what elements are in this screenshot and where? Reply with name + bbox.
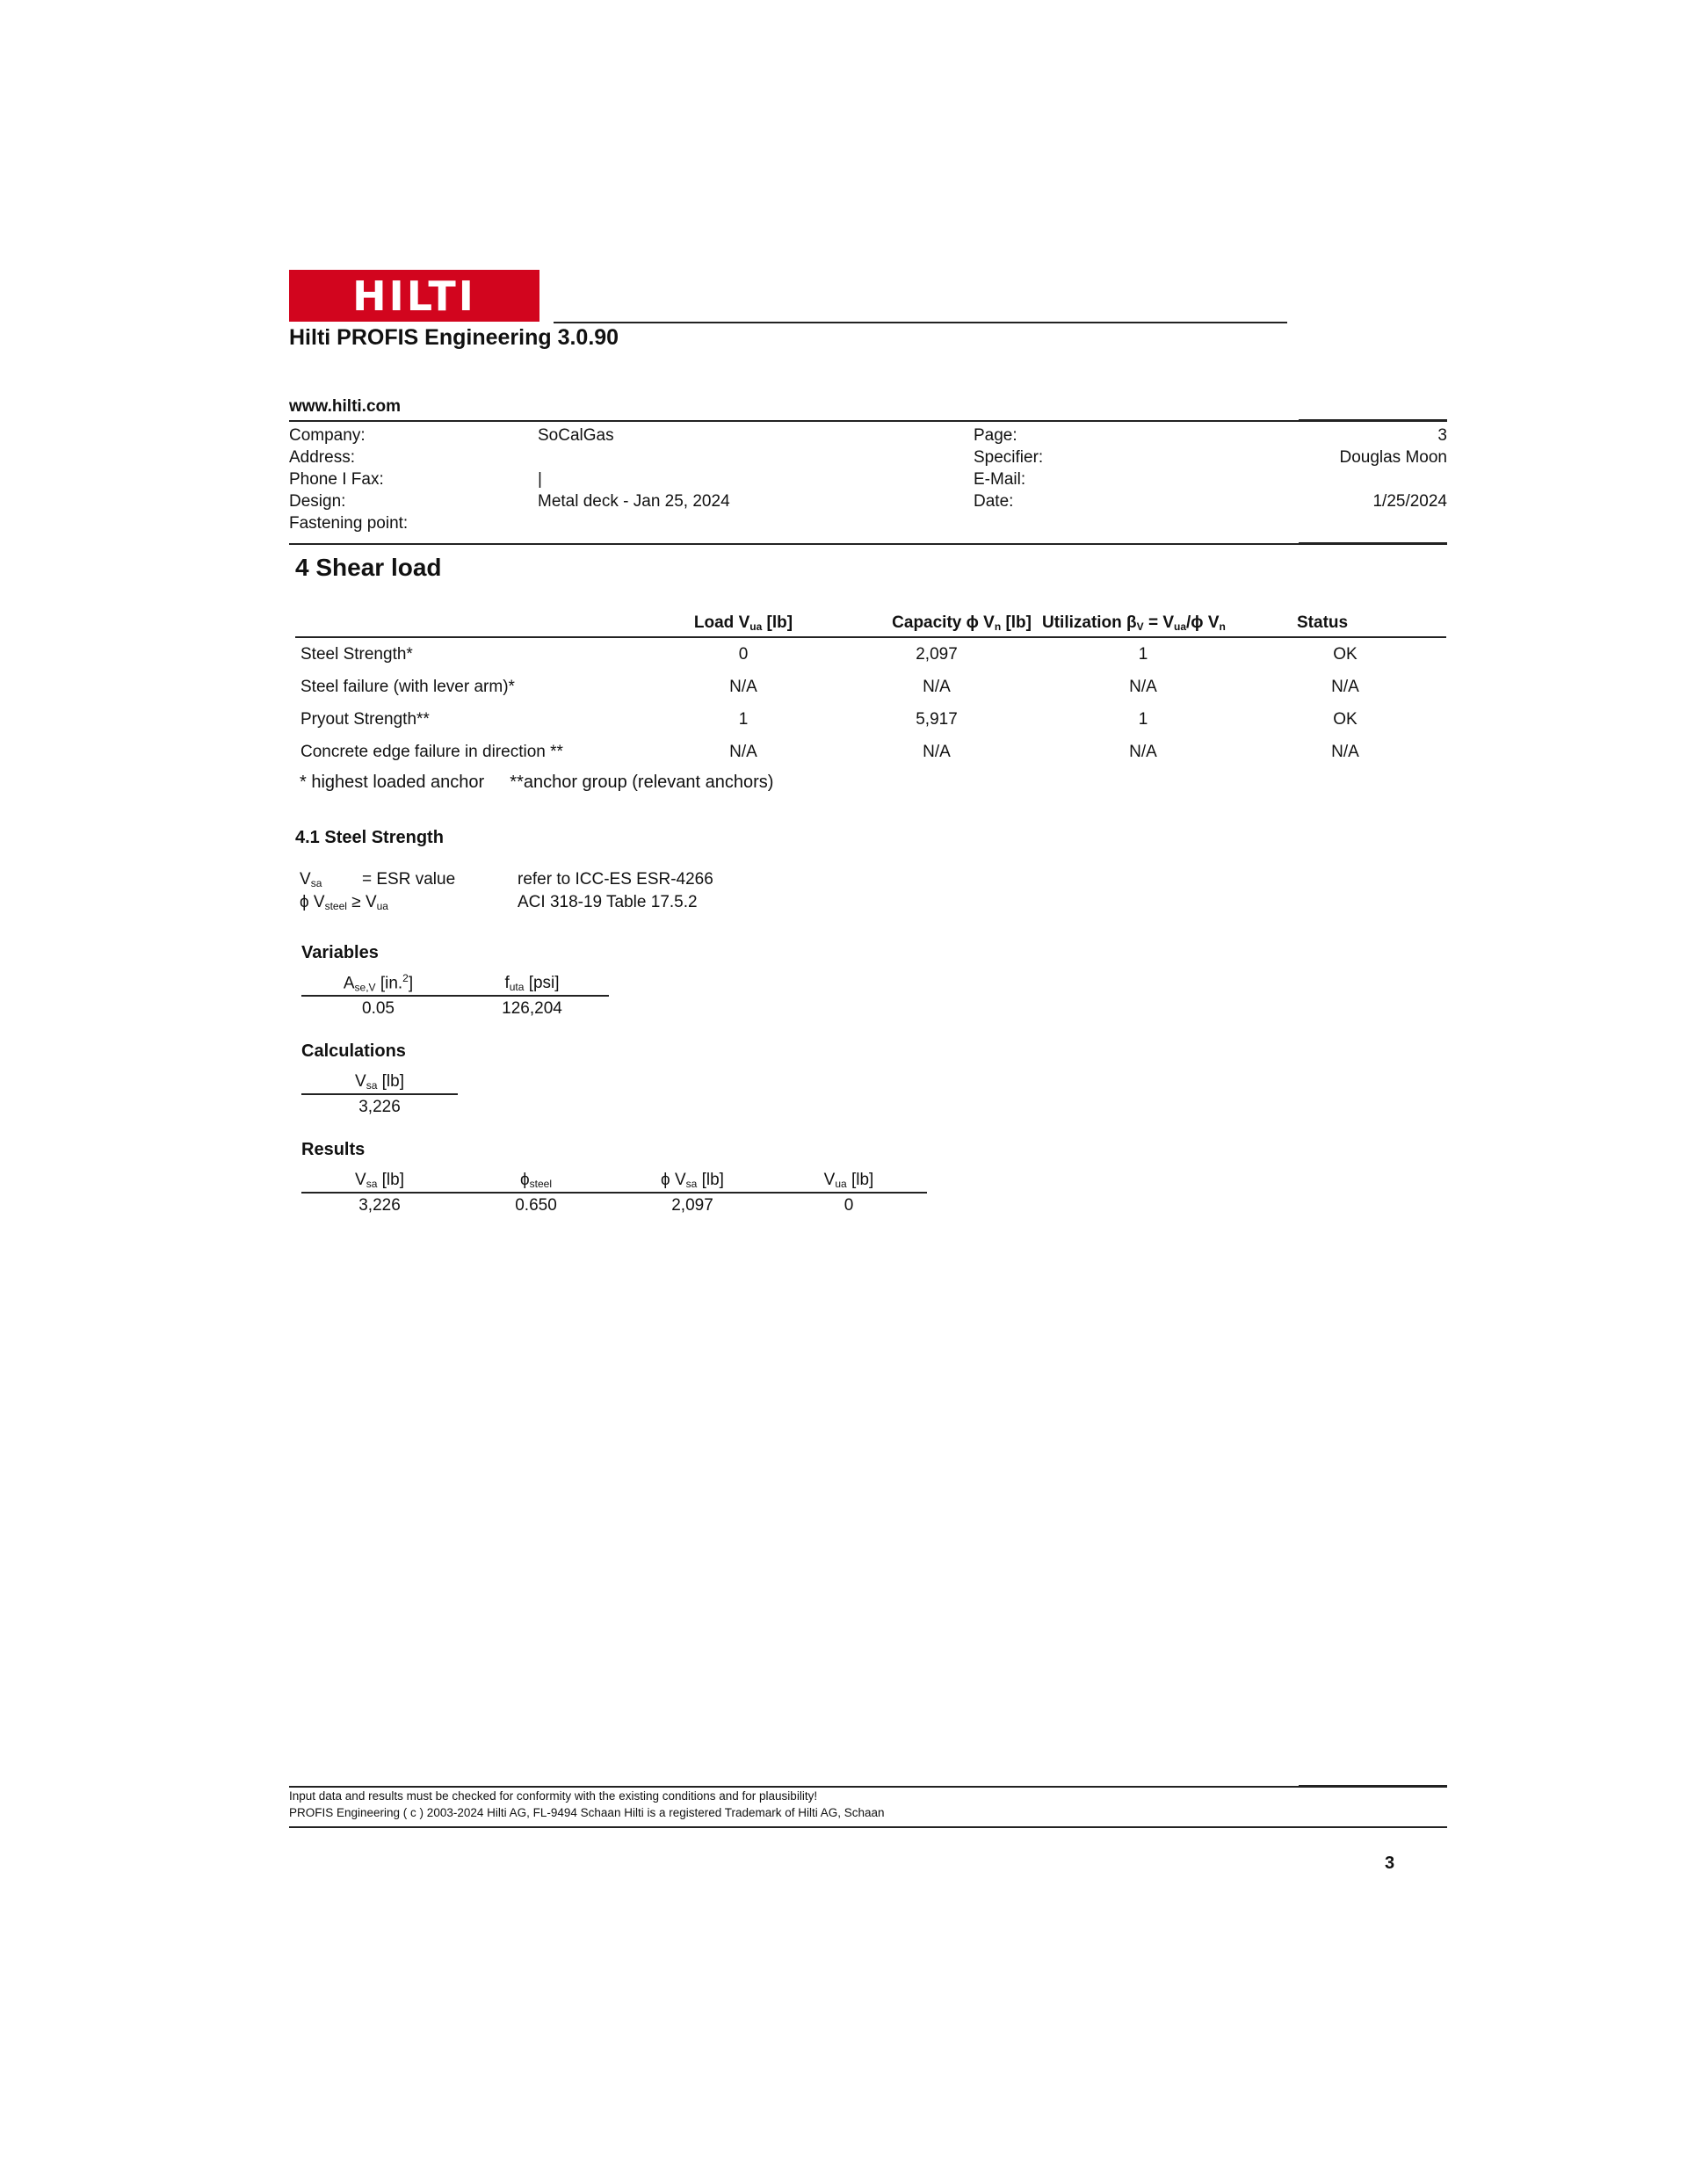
formula-vsa: $V_{sa}$ (300, 870, 322, 889)
col-utilization: Utilization $\beta_V = V_{ua}/\phi$ $V_n$ (1042, 601, 1244, 637)
var-ase-value: 0.05 (362, 999, 395, 1018)
row-name: Steel failure (with lever arm)* (300, 677, 515, 696)
res-vsa-value: 3,226 (358, 1196, 401, 1215)
footer-bottom-rule (289, 1826, 1447, 1828)
row-status: OK (1333, 644, 1358, 664)
res-header-vsa: $V_{sa}$ [lb] (301, 1167, 458, 1193)
col-load: Load $V_{ua}$ [lb] (655, 601, 831, 637)
table-row (295, 671, 1446, 703)
table-row (301, 996, 609, 1021)
info-top-rule-thick (1299, 419, 1447, 422)
calc-vsa-value: 3,226 (358, 1098, 401, 1116)
res-header-phi-steel: $\phi_{steel}$ (458, 1167, 614, 1193)
label-company: Company: (289, 426, 366, 445)
formula-vsa-eq: = ESR value (362, 870, 456, 889)
subsection-title: 4.1 Steel Strength (295, 828, 444, 847)
table-row (295, 703, 1446, 736)
info-top-rule (289, 420, 1447, 422)
row-load: N/A (729, 677, 757, 696)
formula-check: ϕ $V_{steel} \ge V_{ua}$ (300, 893, 388, 912)
row-utilization: N/A (1129, 677, 1157, 696)
header-rule (554, 322, 1287, 323)
label-address: Address: (289, 448, 355, 467)
res-phi-steel-value: 0.650 (515, 1196, 557, 1215)
row-utilization: 1 (1138, 709, 1148, 729)
formula-check-ref: ACI 318-19 Table 17.5.2 (518, 893, 698, 911)
row-utilization: 1 (1138, 644, 1148, 664)
row-utilization: N/A (1129, 742, 1157, 761)
section-title: 4 Shear load (295, 554, 442, 581)
results-title: Results (301, 1140, 366, 1159)
row-load: N/A (729, 742, 757, 761)
footnote-highest-loaded: * highest loaded anchor (300, 773, 485, 792)
footer-disclaimer: Input data and results must be checked for conformity with the existing conditions and for plausibility! (289, 1789, 818, 1803)
results-table (301, 1167, 927, 1218)
phone-fax-value: | (538, 470, 542, 489)
table-footnote (300, 773, 773, 793)
formula-vsa-ref: refer to ICC-ES ESR-4266 (518, 870, 713, 889)
info-labels-left (289, 424, 408, 534)
website-url[interactable]: www.hilti.com (289, 397, 402, 416)
var-futa-value: 126,204 (502, 999, 562, 1018)
row-capacity: 5,917 (916, 709, 958, 729)
row-load: 1 (738, 709, 749, 729)
footer-top-rule-thick (1299, 1785, 1447, 1788)
row-name: Steel Strength* (300, 644, 413, 664)
row-capacity: N/A (923, 677, 951, 696)
date-value: 1/25/2024 (1372, 492, 1447, 511)
calculations-table (301, 1069, 458, 1120)
footer-top-rule (289, 1786, 1447, 1788)
shear-load-table (295, 601, 1446, 768)
res-vua-value: 0 (844, 1196, 854, 1215)
res-header-vua: $V_{ua}$ [lb] (771, 1167, 927, 1193)
calc-header-vsa: $V_{sa}$ [lb] (301, 1069, 458, 1094)
variables-table (301, 970, 609, 1021)
row-status: OK (1333, 709, 1358, 729)
page-number: 3 (1385, 1854, 1395, 1873)
label-design: Design: (289, 492, 346, 511)
shear-table-header (295, 601, 1446, 637)
label-phone-fax: Phone I Fax: (289, 470, 384, 489)
design-value: Metal deck - Jan 25, 2024 (538, 492, 730, 511)
info-bottom-rule-thick (1299, 542, 1447, 545)
variables-title: Variables (301, 943, 379, 962)
info-bottom-rule (289, 543, 1447, 545)
row-name: Concrete edge failure in direction ** (300, 742, 563, 761)
hilti-logo (289, 270, 539, 322)
row-capacity: 2,097 (916, 644, 958, 664)
info-labels-right (974, 424, 1043, 512)
row-status: N/A (1331, 742, 1359, 761)
table-row (301, 1094, 458, 1120)
row-capacity: N/A (923, 742, 951, 761)
info-values-right (1230, 424, 1447, 512)
product-name: Hilti PROFIS Engineering 3.0.90 (289, 325, 619, 350)
table-row (301, 1193, 927, 1218)
row-load: 0 (738, 644, 749, 664)
table-row (295, 637, 1446, 671)
res-header-phi-vsa: ϕ $V_{sa}$ [lb] (614, 1167, 771, 1193)
var-header-ase: $A_{se,V}$ [in.$^2$] (301, 970, 455, 996)
info-values-left (538, 424, 730, 512)
col-capacity: Capacity ϕ $V_n$ [lb] (831, 601, 1042, 637)
row-name: Pryout Strength** (300, 709, 430, 729)
label-email: E-Mail: (974, 470, 1026, 489)
row-status: N/A (1331, 677, 1359, 696)
table-row (295, 736, 1446, 768)
specifier-value: Douglas Moon (1339, 448, 1447, 467)
label-date: Date: (974, 492, 1014, 511)
var-header-futa: $f_{uta}$ [psi] (455, 970, 609, 996)
calculations-title: Calculations (301, 1041, 406, 1061)
label-page: Page: (974, 426, 1017, 445)
col-status: Status (1244, 601, 1446, 637)
page-value: 3 (1437, 426, 1447, 445)
label-fastening-point: Fastening point: (289, 514, 409, 533)
footnote-anchor-group: **anchor group (relevant anchors) (510, 773, 774, 792)
res-phi-vsa-value: 2,097 (671, 1196, 713, 1215)
label-specifier: Specifier: (974, 448, 1044, 467)
footer-copyright: PROFIS Engineering ( c ) 2003-2024 Hilti AG, FL-9494 Schaan Hilti is a registered Trademark of Hilti AG, Schaan (289, 1806, 885, 1819)
logo-text: HILTI (352, 272, 476, 320)
company-value: SoCalGas (538, 426, 614, 445)
